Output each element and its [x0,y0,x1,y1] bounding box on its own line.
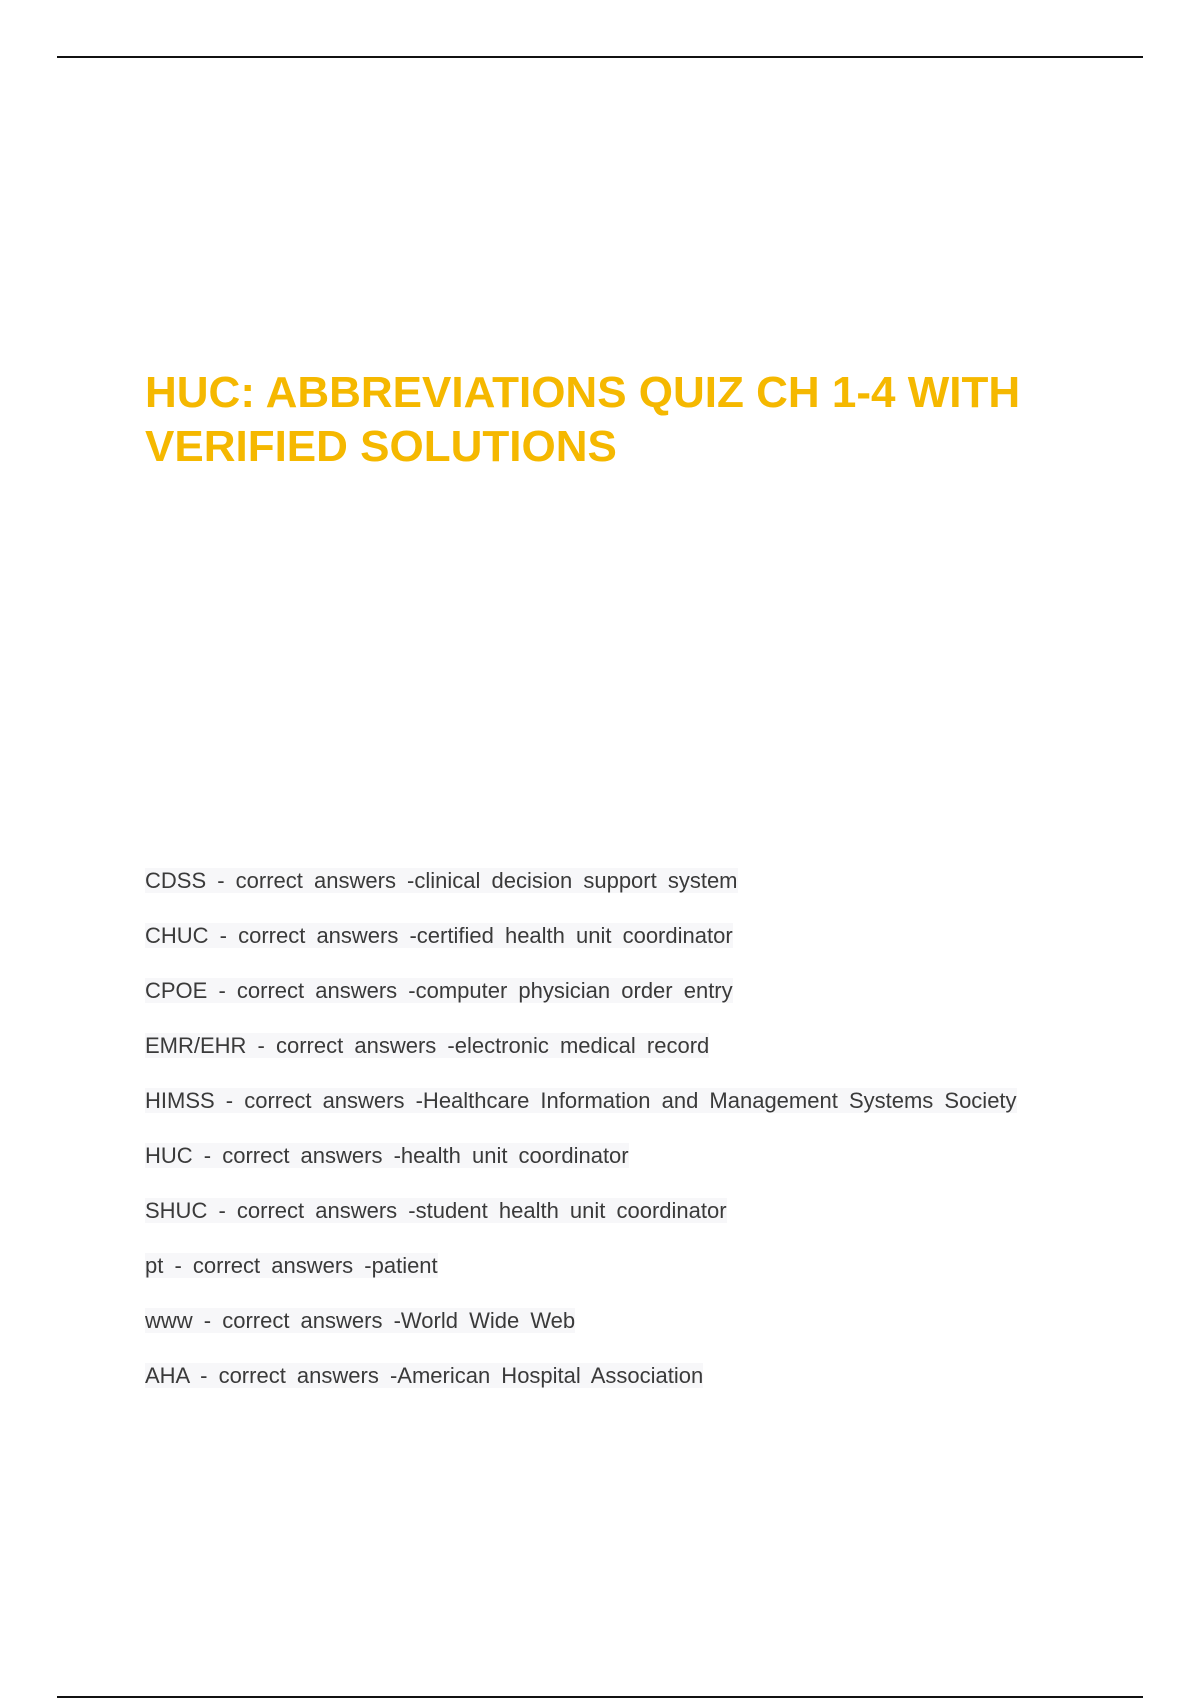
list-item-text: CPOE - correct answers -computer physician order entry [145,978,733,1003]
list-item-text: CHUC - correct answers -certified health unit coordinator [145,923,733,948]
list-item [145,1362,1025,1390]
list-item-text: www - correct answers -World Wide Web [145,1308,576,1333]
list-item-text: CDSS - correct answers -clinical decision support system [145,868,738,893]
list-item-text: pt - correct answers -patient [145,1253,438,1278]
list-item-text: HUC - correct answers -health unit coordinator [145,1143,629,1168]
list-item [145,1197,1025,1225]
list-item [145,922,1025,950]
header-rule [57,56,1143,58]
list-item [145,1142,1025,1170]
list-item [145,1252,1025,1280]
list-item-text: AHA - correct answers -American Hospital Association [145,1363,704,1388]
list-item [145,977,1025,1005]
document-title: HUC: ABBREVIATIONS QUIZ CH 1-4 WITH VERIFIED SOLUTIONS [145,368,1021,471]
list-item [145,867,1025,895]
list-item-text: EMR/EHR - correct answers -electronic medical record [145,1033,710,1058]
list-item [145,1087,1025,1115]
list-item [145,1032,1025,1060]
list-item [145,1307,1025,1335]
abbreviation-list [145,867,1025,1417]
footer-rule [57,1696,1143,1698]
list-item-text: HIMSS - correct answers -Healthcare Information and Management Systems Society [145,1088,1017,1113]
list-item-text: SHUC - correct answers -student health unit coordinator [145,1198,727,1223]
